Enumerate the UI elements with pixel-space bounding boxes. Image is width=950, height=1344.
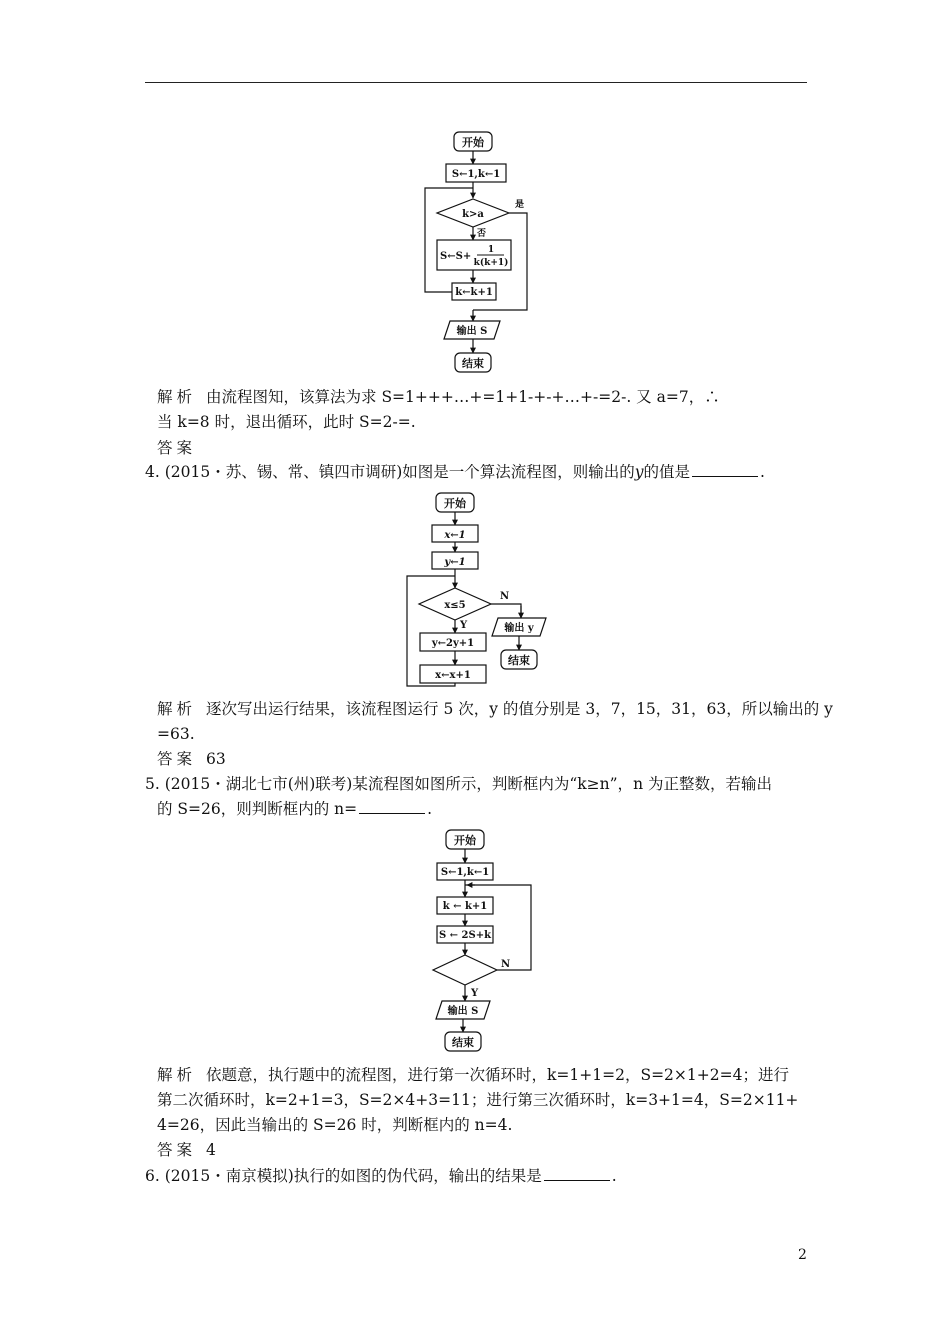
answer-4-value: 63	[206, 750, 226, 768]
question-5-text-b: .	[427, 800, 433, 818]
answer-5	[157, 1138, 822, 1163]
question-4	[145, 460, 810, 485]
answer-3	[157, 436, 822, 461]
solution-5-line-3: 4=26，因此当输出的 S=26 时，判断框内的 n=4.	[157, 1116, 513, 1134]
question-5-line-2	[157, 797, 822, 822]
fc1-update-lhs: S←S+	[440, 251, 472, 262]
fc2-end-text: 结束	[508, 654, 530, 667]
question-5-blank	[359, 799, 425, 814]
solution-3-line-2: 当 k=8 时，退出循环，此时 S=2-=.	[157, 413, 416, 431]
question-4-blank	[692, 462, 758, 477]
fc1-update-den: k(k+1)	[473, 258, 509, 268]
fc2-init-y-text: y←1	[444, 557, 466, 568]
fc3-update-text: S ← 2S+k	[438, 930, 492, 941]
answer-5-label: 答案	[157, 1141, 197, 1159]
fc2-output-text: 输出 y	[504, 623, 534, 634]
question-5-text-a: 的 S=26，则判断框内的 n=	[157, 800, 358, 818]
question-6-text-b: .	[611, 1167, 617, 1185]
fc3-start-text: 开始	[454, 834, 476, 847]
solution-4-line-1	[157, 697, 833, 722]
question-4-text-a: 4. (2015・苏、锡、常、镇四市调研)如图是一个算法流程图，则输出的	[145, 463, 635, 481]
solution-5-label: 解析	[157, 1066, 197, 1084]
answer-4	[157, 747, 822, 772]
fc1-output-text: 输出 S	[456, 326, 488, 337]
fc2-cond-text: x≤5	[444, 600, 466, 611]
solution-5-line-2: 第二次循环时，k=2+1=3，S=2×4+3=11；进行第三次循环时，k=3+1=4，S=2×11+	[157, 1091, 799, 1109]
fc1-init-text: S←1,k←1	[451, 169, 501, 180]
solution-5-line-1	[157, 1063, 822, 1088]
flowchart-1	[415, 125, 545, 380]
solution-3-text-1: 由流程图知，该算法为求 S=1+++…+=1+1-+-+…+-=2-. 又 a=7，∴	[206, 388, 720, 406]
question-4-var: y	[634, 463, 644, 481]
answer-5-value: 4	[206, 1141, 216, 1159]
fc1-no-label: 否	[477, 229, 487, 239]
question-4-text-c: .	[760, 463, 765, 481]
fc3-yes-label: Y	[471, 988, 479, 999]
fc1-incr-text: k←k+1	[455, 287, 493, 298]
solution-3-line-1	[157, 385, 822, 410]
flowchart-2	[395, 488, 565, 688]
fc3-output-text: 输出 S	[447, 1006, 479, 1017]
fc3-cond-diamond	[433, 955, 497, 985]
question-4-text-b: 的值是	[643, 463, 691, 481]
solution-5-text-1: 依题意，执行题中的流程图，进行第一次循环时，k=1+1=2，S=2×1+2=4；进行	[206, 1066, 789, 1084]
question-5-line-1: 5. (2015・湖北七市(州)联考)某流程图如图所示，判断框内为“k≥n”，n 为正整数，若输出	[145, 775, 772, 793]
fc2-start-text: 开始	[444, 497, 466, 510]
fc2-update-x-text: x←x+1	[435, 670, 471, 681]
header-rule	[145, 82, 807, 83]
solution-4-text-1: 逐次写出运行结果，该流程图运行 5 次，y 的值分别是 3，7，15，31，63，所以输出的 y	[206, 700, 833, 718]
fc1-end-text: 结束	[462, 357, 484, 370]
question-6-text-a: 6. (2015・南京模拟)执行的如图的伪代码，输出的结果是	[145, 1167, 542, 1185]
fc1-cond-text: k>a	[462, 209, 484, 220]
question-6	[145, 1164, 810, 1189]
fc3-incr-text: k ← k+1	[442, 901, 488, 912]
fc3-end-text: 结束	[452, 1036, 474, 1049]
fc1-update-num: 1	[487, 245, 495, 255]
fc2-update-y-text: y←2y+1	[431, 638, 475, 649]
solution-4-line-2: =63.	[157, 725, 195, 743]
fc2-init-x-text: x←1	[444, 530, 466, 541]
fc2-yes-label: Y	[460, 620, 468, 631]
answer-3-label: 答案	[157, 439, 197, 457]
fc1-start-text: 开始	[462, 136, 484, 149]
solution-3-label: 解析	[157, 388, 197, 406]
fc1-yes-label: 是	[515, 200, 525, 210]
question-6-blank	[544, 1166, 610, 1181]
fc3-init-text: S←1,k←1	[440, 867, 490, 878]
answer-4-label: 答案	[157, 750, 197, 768]
solution-4-label: 解析	[157, 700, 197, 718]
flowchart-3	[415, 825, 545, 1060]
fc3-no-label: N	[501, 959, 511, 970]
fc2-no-label: N	[500, 591, 510, 602]
page-number: 2	[798, 1247, 807, 1263]
